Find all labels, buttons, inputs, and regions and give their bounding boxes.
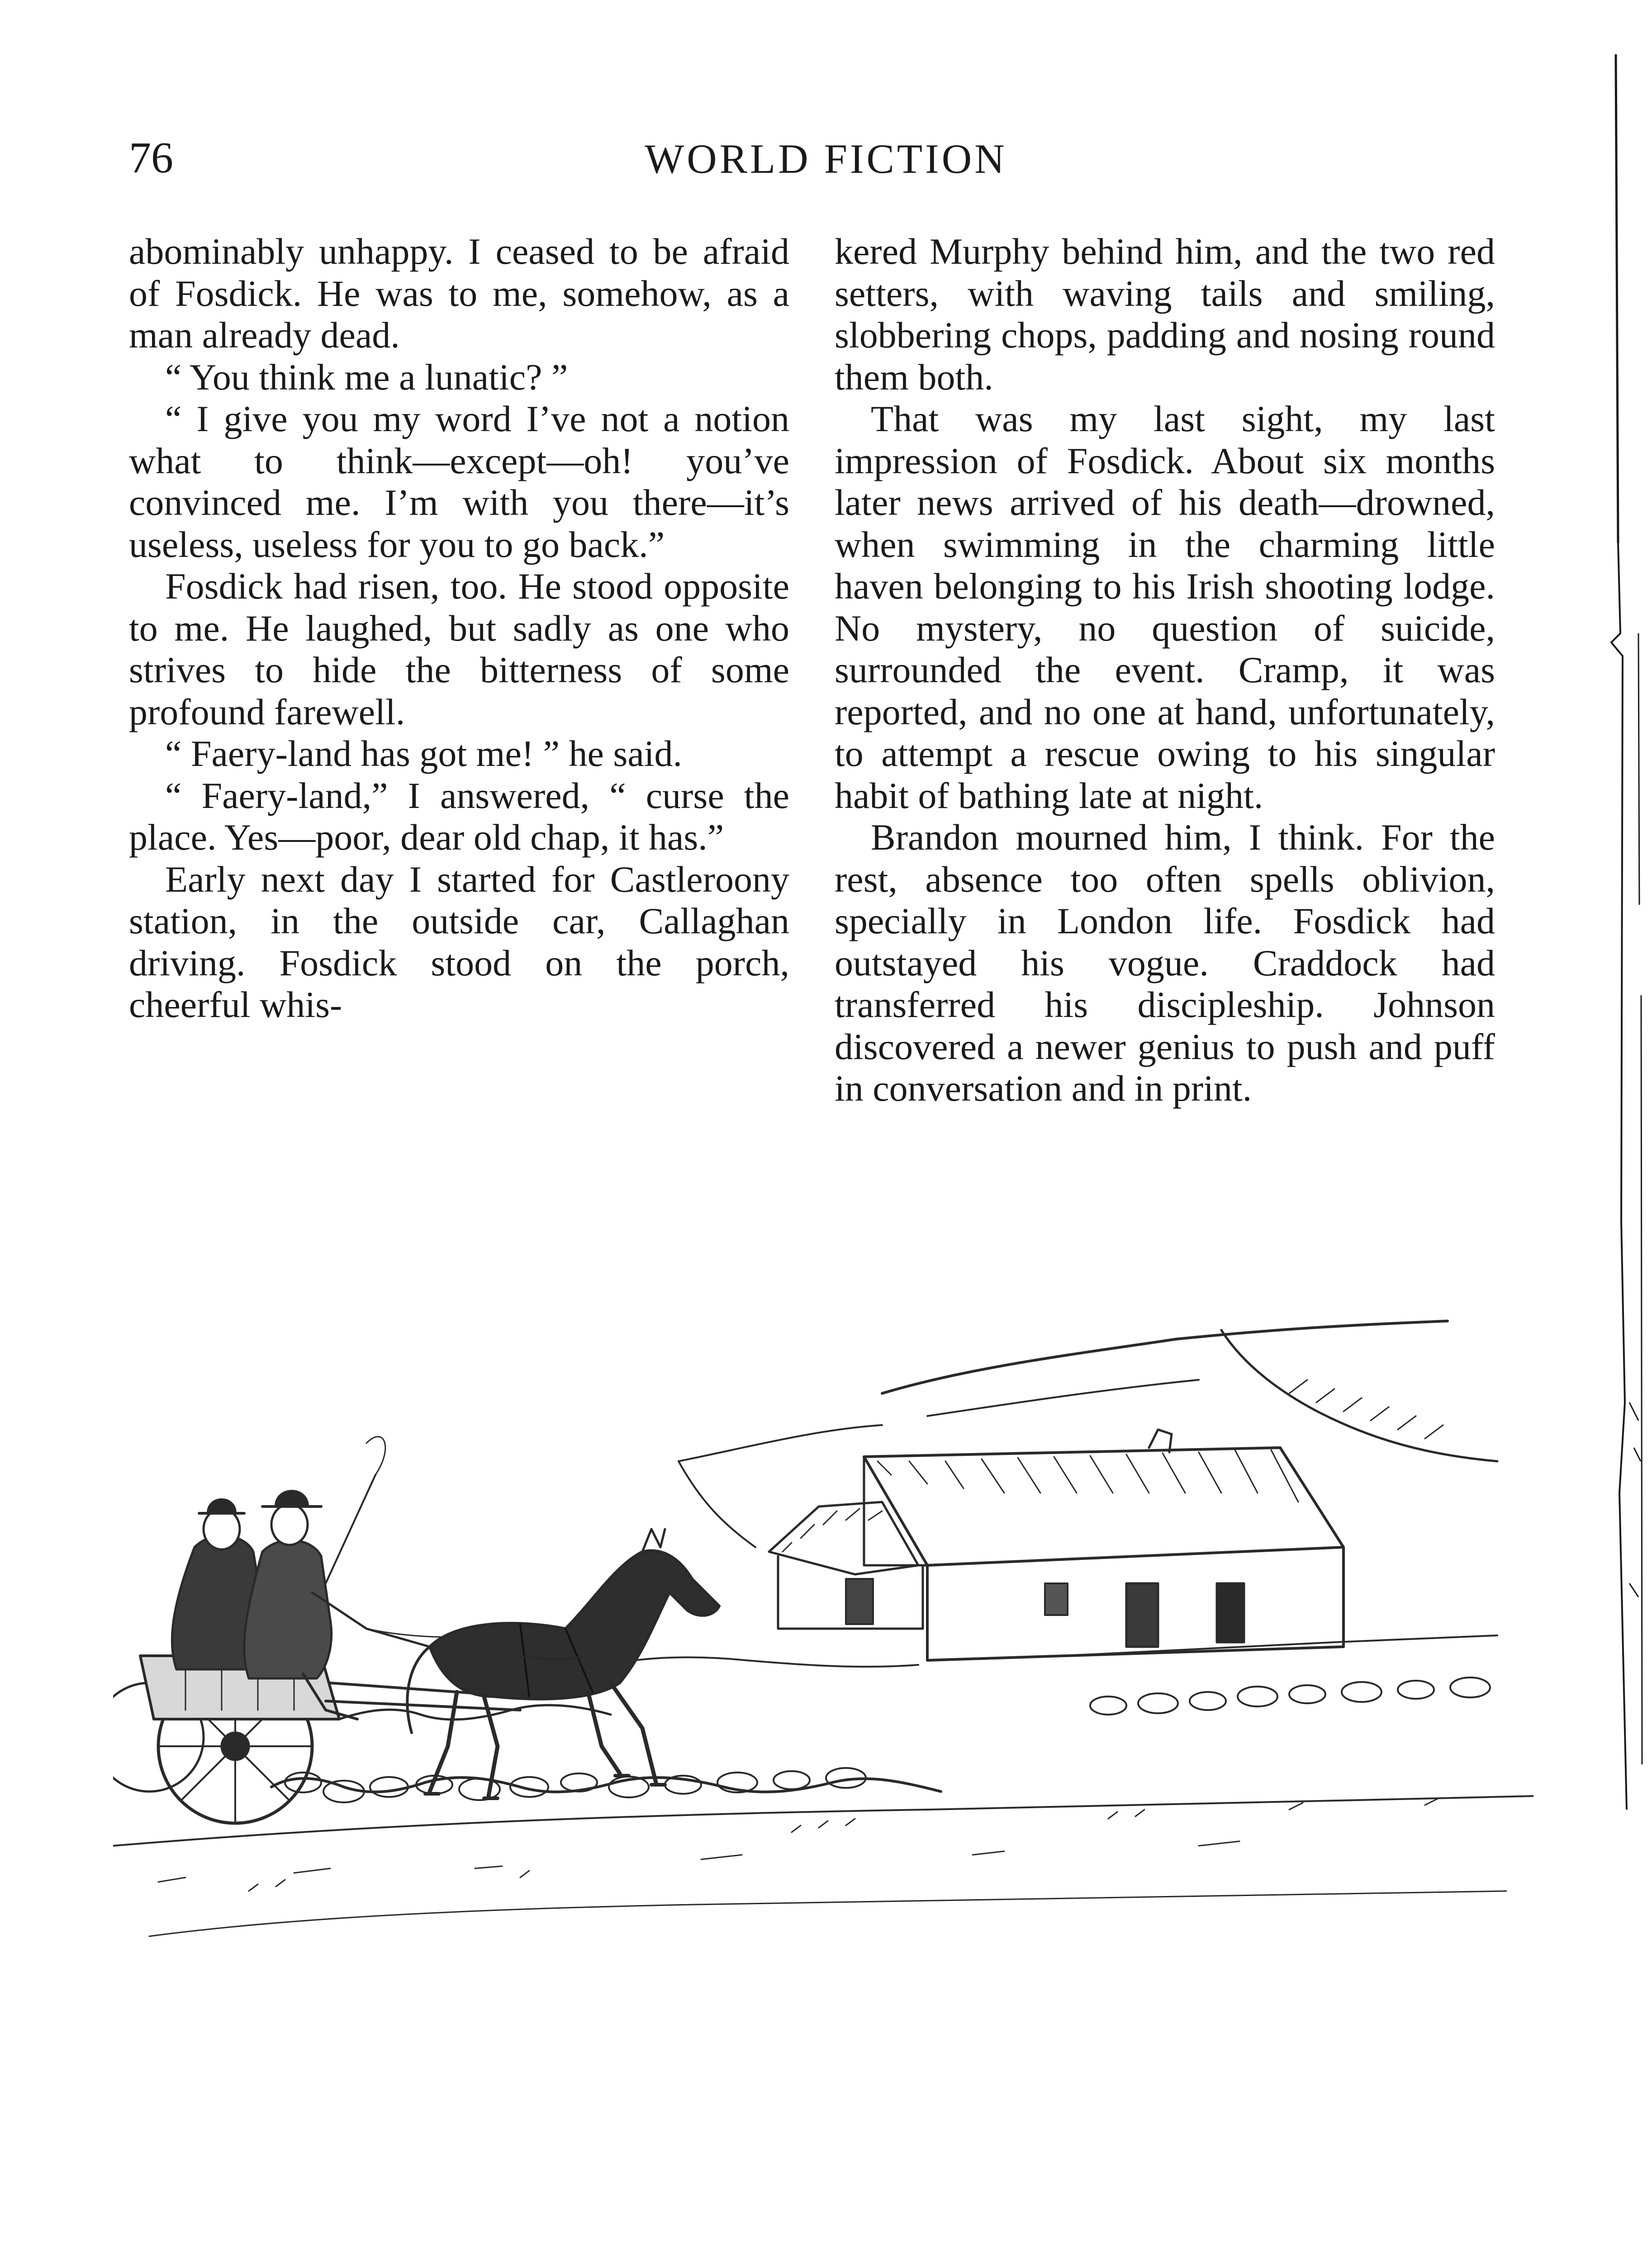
paragraph: “ I give you my word I’ve not a notion what to think—except—oh! you’ve convinced me. I’m with you there—it’s useless, useless for you to go back.” [129,398,789,565]
illustration-car-and-cottage-icon [113,1312,1533,1963]
paragraph: Fosdick had risen, too. He stood opposite to me. He laughed, but sadly as one who strives to hide the bitterness of some profound farewell. [129,566,789,732]
paragraph: abominably unhappy. I ceased to be afraid of Fosdick. He was to me, somehow, as a man already dead. [129,231,789,356]
running-title: WORLD FICTION [645,136,1007,182]
binding-edge-icon [1598,0,1652,2262]
paragraph: Brandon mourned him, I think. For the rest, absence too often spells oblivion, specially in London life. Fosdick had outstayed his vogue. Craddock had transferred his discipleship. Johnson discovered a newer genius to push and puff in conversation and in print. [835,817,1495,1109]
paragraph: “ Faery-land,” I answered, “ curse the place. Yes—poor, dear old chap, it has.” [129,775,789,858]
paragraph: kered Murphy behind him, and the two red setters, with waving tails and smiling, slobbering chops, padding and nosing round them both. [835,231,1495,398]
left-text-column [129,231,789,1026]
paragraph: “ You think me a lunatic? ” [165,356,568,398]
paragraph: “ Faery-land has got me! ” he said. [165,733,683,774]
page-number: 76 [129,133,173,182]
right-text-column [835,231,1495,1110]
paragraph: Early next day I started for Castleroony station, in the outside car, Callaghan driving. Fosdick stood on the porch, cheerful whis- [129,858,789,1025]
paragraph: That was my last sight, my last impression of Fosdick. About six months later news arrived of his death—drowned, when swimming in the charming little haven belonging to his Irish shooting lodge. No mystery, no question of suicide, surrounded the event. Cramp, it was reported, and no one at hand, unfortunately, to attempt a rescue owing to his singular habit of bathing late at night. [835,398,1495,816]
